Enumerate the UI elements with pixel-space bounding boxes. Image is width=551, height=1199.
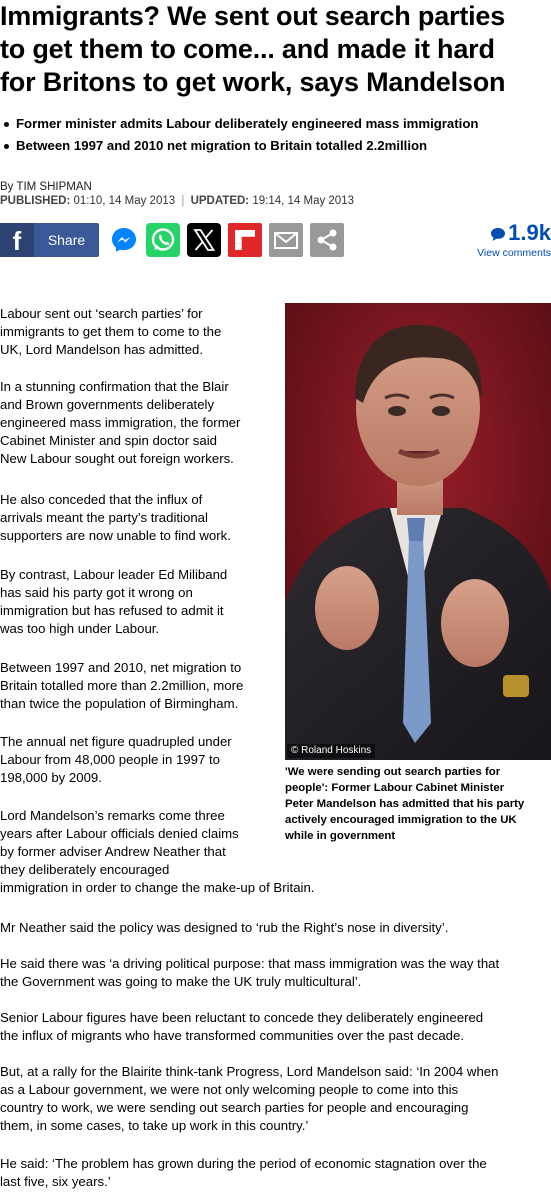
- paragraph: [0, 1009, 483, 1045]
- paragraph-line: In a stunning confirmation that the Blair: [0, 379, 229, 394]
- paragraph-line: immigration in order to change the make-up of Britain.: [0, 880, 315, 895]
- headline: [0, 0, 551, 99]
- x-share-button[interactable]: [187, 223, 221, 257]
- paragraph: [0, 733, 232, 787]
- paragraph-line: they deliberately encouraged: [0, 862, 170, 877]
- paragraph: [0, 378, 240, 468]
- paragraph-line: than twice the population of Birmingham.: [0, 696, 239, 711]
- paragraph-line: He said: ‘The problem has grown during the period of economic stagnation over the: [0, 1156, 487, 1171]
- paragraph-line: engineered mass immigration, the former: [0, 415, 241, 430]
- paragraph: [0, 919, 448, 937]
- facebook-share-label: Share: [47, 232, 86, 248]
- paragraph-line: country to work, we were sending out search parties for people and encouraging: [0, 1100, 469, 1115]
- author-link[interactable]: TIM SHIPMAN: [16, 181, 92, 193]
- whatsapp-share-button[interactable]: [146, 223, 180, 257]
- paragraph-line: immigration but has refused to admit it: [0, 603, 224, 618]
- paragraph-line: has said his party got it wrong on: [0, 585, 193, 600]
- share-bar: [0, 220, 551, 263]
- paragraph-line: Labour from 48,000 people in 1997 to: [0, 752, 220, 767]
- paragraph-line: the influx of migrants who have transformed communities over the past decade.: [0, 1028, 464, 1043]
- caption-line: while in government: [285, 830, 396, 842]
- view-comments-link[interactable]: View comments: [477, 247, 551, 259]
- paragraph-line: Mr Neather said the policy was designed to ‘rub the Right’s nose in diversity’.: [0, 920, 449, 935]
- caption-line: actively encouraged immigration to the UK: [285, 814, 517, 826]
- date-separator: |: [181, 195, 185, 207]
- summary-bullet: Between 1997 and 2010 net migration to Britain totalled 2.2million: [0, 135, 551, 157]
- paragraph-line: 198,000 by 2009.: [0, 770, 102, 785]
- published-date: 01:10, 14 May 2013: [73, 195, 176, 207]
- photo-credit: © Roland Hoskins: [287, 744, 375, 758]
- article-photo: [285, 303, 551, 760]
- share-icon: [310, 223, 344, 257]
- photo-caption: [285, 764, 551, 844]
- paragraph: [0, 566, 227, 638]
- paragraph-line: arrivals meant the party’s traditional: [0, 510, 208, 525]
- whatsapp-icon: [146, 223, 180, 257]
- paragraph-line: Lord Mandelson’s remarks come three: [0, 808, 225, 823]
- flipboard-share-button[interactable]: [228, 223, 262, 257]
- paragraph: [0, 955, 499, 991]
- comment-bubble-icon: [490, 226, 506, 242]
- paragraph-line: the Government was going to make the UK truly multicultural’.: [0, 974, 362, 989]
- paragraph-line: Between 1997 and 2010, net migration to: [0, 660, 242, 675]
- paragraph-line: The annual net figure quadrupled under: [0, 734, 232, 749]
- paragraph-line: UK, Lord Mandelson has admitted.: [0, 342, 204, 357]
- paragraph-line: He said there was ‘a driving political purpose: that mass immigration was the way that: [0, 956, 500, 971]
- updated-label: UPDATED:: [190, 195, 250, 207]
- comment-count: [451, 220, 551, 246]
- summary-bullet: Former minister admits Labour deliberately engineered mass immigration: [0, 113, 551, 135]
- facebook-share-button[interactable]: [0, 223, 99, 257]
- paragraph: [0, 807, 314, 897]
- comments-link[interactable]: [451, 220, 551, 260]
- email-share-button[interactable]: [269, 223, 303, 257]
- paragraph: [0, 1155, 487, 1191]
- x-icon: [187, 223, 221, 257]
- paragraph-line: By contrast, Labour leader Ed Miliband: [0, 567, 228, 582]
- paragraph-line: supporters are now unable to find work.: [0, 528, 231, 543]
- paragraph-line: Senior Labour figures have been reluctant to concede they deliberately engineered: [0, 1010, 484, 1025]
- caption-line: people': Former Labour Cabinet Minister: [285, 782, 505, 794]
- paragraph-line: as a Labour government, we were not only welcoming people to come into this: [0, 1082, 459, 1097]
- messenger-icon: [107, 223, 141, 257]
- paragraph-line: by former adviser Andrew Neather that: [0, 844, 226, 859]
- paragraph-line: and Brown governments deliberately: [0, 397, 215, 412]
- paragraph-line: them, in some cases, to take up work in this country.’: [0, 1118, 309, 1133]
- messenger-share-button[interactable]: [107, 223, 141, 257]
- publish-dates: [0, 193, 354, 209]
- headline-line: Immigrants? We sent out search parties: [0, 1, 506, 31]
- caption-line: 'We were sending out search parties for: [285, 766, 501, 778]
- paragraph: [0, 659, 243, 713]
- published-label: PUBLISHED:: [0, 195, 71, 207]
- summary-bullets: [0, 113, 551, 157]
- paragraph-line: Labour sent out ‘search parties’ for: [0, 306, 203, 321]
- headline-line: to get them to come... and made it hard: [0, 34, 495, 64]
- paragraph-line: years after Labour officials denied claims: [0, 826, 239, 841]
- paragraph-line: Britain totalled more than 2.2million, more: [0, 678, 244, 693]
- paragraph-line: New Labour sought out foreign workers.: [0, 451, 234, 466]
- paragraph: [0, 1063, 498, 1135]
- paragraph: [0, 305, 221, 359]
- paragraph-line: He also conceded that the influx of: [0, 492, 203, 507]
- paragraph: [0, 491, 231, 545]
- paragraph-line: immigrants to get them to come to the: [0, 324, 222, 339]
- comment-count-value: 1.9k: [508, 220, 551, 245]
- more-share-button[interactable]: [310, 223, 344, 257]
- flipboard-icon: [228, 223, 262, 257]
- facebook-icon: f: [0, 223, 34, 257]
- updated-date: 19:14, 14 May 2013: [252, 195, 354, 207]
- paragraph-line: Cabinet Minister and spin doctor said: [0, 433, 217, 448]
- paragraph-line: last five, six years.’: [0, 1174, 111, 1189]
- email-icon: [269, 223, 303, 257]
- portrait-image: [285, 303, 551, 760]
- headline-line: for Britons to get work, says Mandelson: [0, 67, 506, 97]
- caption-line: Peter Mandelson has admitted that his party: [285, 798, 525, 810]
- paragraph-line: But, at a rally for the Blairite think-tank Progress, Lord Mandelson said: ‘In 2004 when: [0, 1064, 499, 1079]
- byline-prefix: By: [0, 181, 14, 193]
- paragraph-line: was too high under Labour.: [0, 621, 160, 636]
